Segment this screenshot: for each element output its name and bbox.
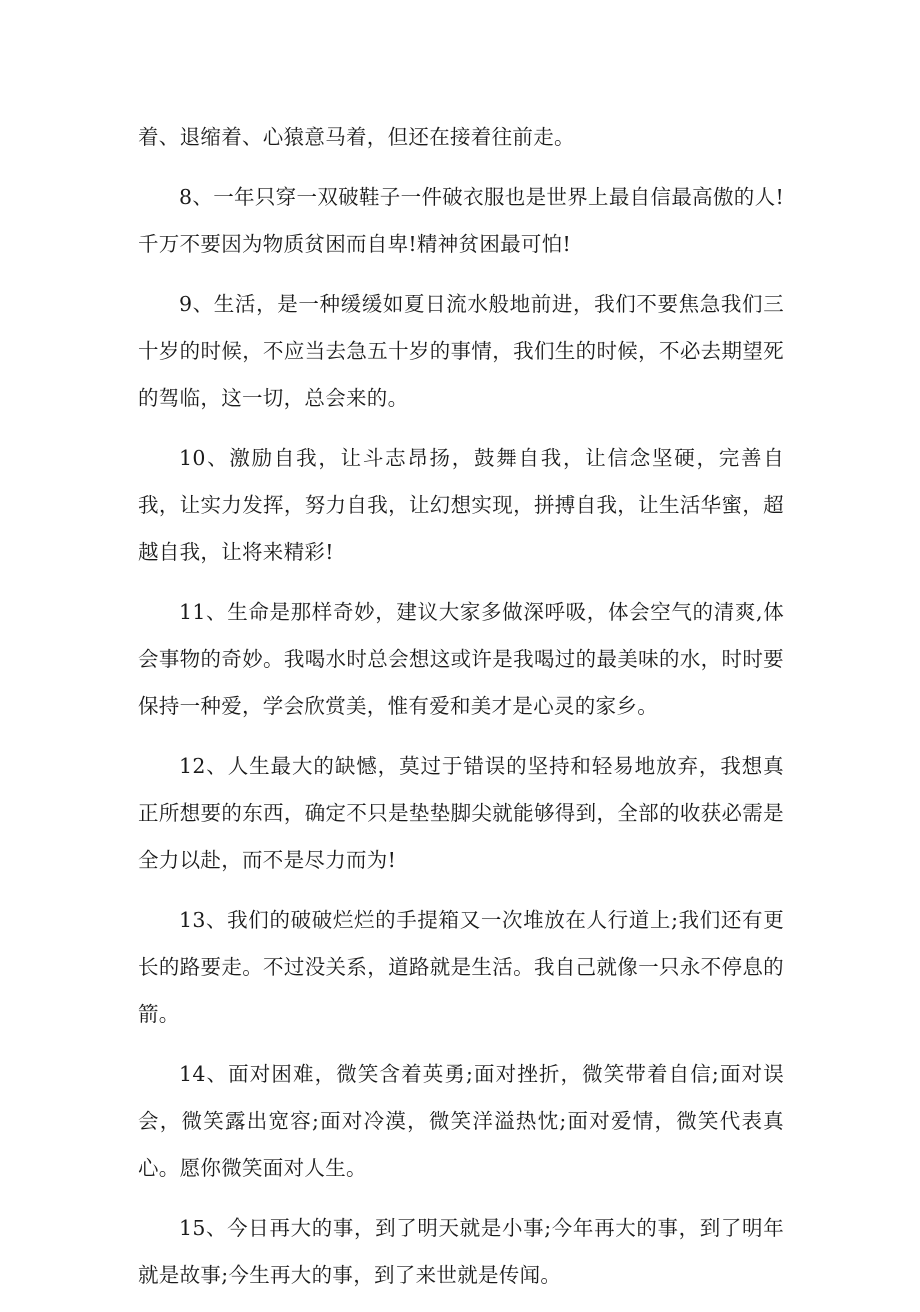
paragraph-11: 11、生命是那样奇妙，建议大家多做深呼吸，体会空气的清爽,体会事物的奇妙。我喝水时总会想这或许是我喝过的最美味的水，时时要保持一种爱，学会欣赏美，惟有爱和美才是心灵的家乡。 <box>138 600 784 718</box>
paragraph-10: 10、激励自我，让斗志昂扬，鼓舞自我，让信念坚硬，完善自我，让实力发挥，努力自我，让幻想实现，拼搏自我，让生活华蜜，超越自我，让将来精彩! <box>138 446 784 564</box>
paragraph-9: 9、生活，是一种缓缓如夏日流水般地前进，我们不要焦急我们三十岁的时候，不应当去急五十岁的事情，我们生的时候，不必去期望死的驾临，这一切，总会来的。 <box>138 292 784 410</box>
paragraph-14: 14、面对困难，微笑含着英勇;面对挫折，微笑带着自信;面对误会，微笑露出宽容;面对冷漠，微笑洋溢热忱;面对爱情，微笑代表真心。愿你微笑面对人生。 <box>138 1062 784 1180</box>
paragraph-8: 8、一年只穿一双破鞋子一件破衣服也是世界上最自信最高傲的人!千万不要因为物质贫困而自卑!精神贫困最可怕! <box>138 185 784 256</box>
paragraph-15: 15、今日再大的事，到了明天就是小事;今年再大的事，到了明年就是故事;今生再大的事，到了来世就是传闻。 <box>138 1216 784 1287</box>
paragraph-continuation: 着、退缩着、心猿意马着，但还在接着往前走。 <box>138 125 575 149</box>
paragraph-12: 12、人生最大的缺憾，莫过于错误的坚持和轻易地放弃，我想真正所想要的东西，确定不只是垫垫脚尖就能够得到，全部的收获必需是全力以赴，而不是尽力而为! <box>138 754 784 872</box>
document-page <box>138 114 784 1312</box>
paragraph-13: 13、我们的破破烂烂的手提箱又一次堆放在人行道上;我们还有更长的路要走。不过没关系，道路就是生活。我自己就像一只永不停息的箭。 <box>138 908 784 1026</box>
